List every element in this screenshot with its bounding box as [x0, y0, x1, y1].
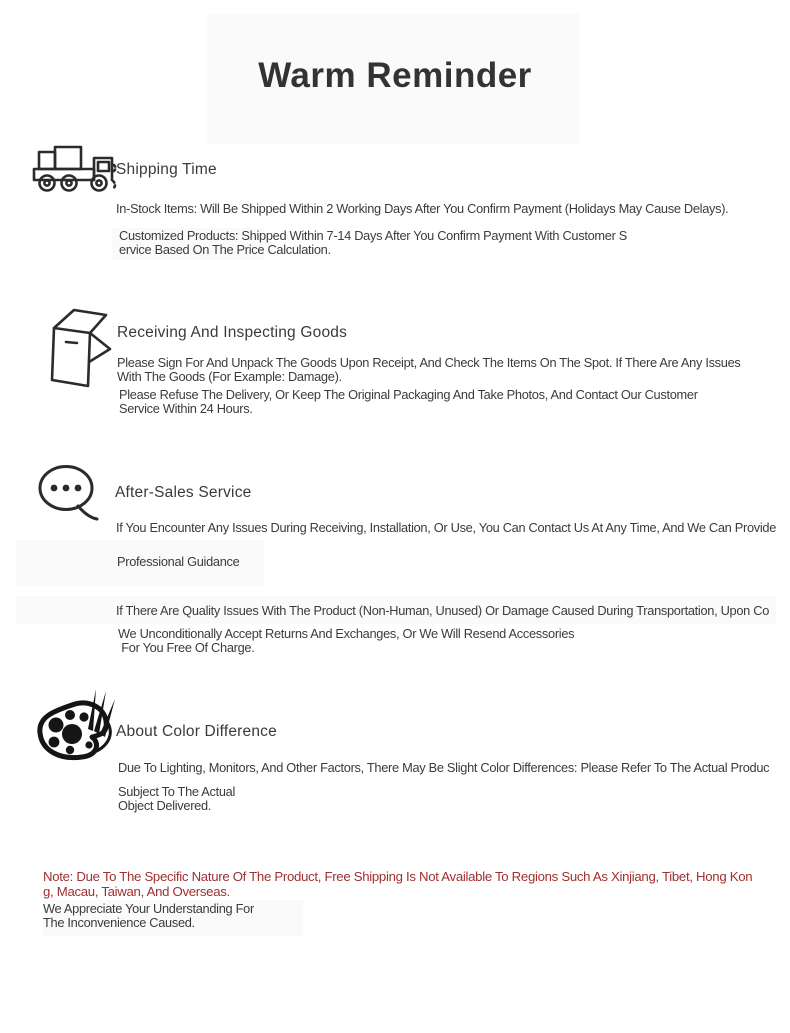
- paragraph: [116, 202, 728, 216]
- body-line: ervice Based On The Price Calculation.: [119, 242, 331, 257]
- paragraph: [119, 388, 698, 416]
- appreciation-note: [43, 902, 254, 930]
- body-line: Professional Guidance: [117, 554, 240, 569]
- shipping-restriction-note: [43, 869, 752, 899]
- body-line: Please Refuse The Delivery, Or Keep The Original Packaging And Take Photos, And Contact Our Customer: [119, 387, 698, 402]
- note-line: g, Macau, Taiwan, And Overseas.: [43, 884, 230, 899]
- paragraph: [117, 356, 741, 384]
- note-line: Note: Due To The Specific Nature Of The Product, Free Shipping Is Not Available To Regions Such As Xinjiang, Tibet, Hong Kon: [43, 869, 753, 884]
- section-heading: Receiving And Inspecting Goods: [117, 324, 348, 341]
- paragraph: [116, 604, 769, 618]
- paragraph: [118, 627, 574, 655]
- body-line: Customized Products: Shipped Within 7-14 Days After You Confirm Payment With Customer S: [119, 228, 628, 243]
- body-line: For You Free Of Charge.: [118, 640, 255, 655]
- body-line: Object Delivered.: [118, 798, 212, 813]
- section-heading: After-Sales Service: [115, 484, 252, 501]
- section-heading: About Color Difference: [116, 723, 277, 740]
- section-heading: Shipping Time: [116, 161, 217, 178]
- package-box-icon: [42, 302, 114, 390]
- chat-bubble-icon: [36, 463, 102, 521]
- body-line: If There Are Quality Issues With The Product (Non-Human, Unused) Or Damage Caused During Transportation, Upon Co: [116, 603, 770, 618]
- paragraph: [116, 521, 776, 535]
- body-line: In-Stock Items: Will Be Shipped Within 2 Working Days After You Confirm Payment (Holidays May Cause Delays).: [116, 201, 729, 216]
- paragraph: [119, 229, 627, 257]
- body-line: Service Within 24 Hours.: [119, 401, 253, 416]
- paragraph: [118, 785, 235, 813]
- body-line: We Unconditionally Accept Returns And Exchanges, Or We Will Resend Accessories: [118, 626, 575, 641]
- body-line: If You Encounter Any Issues During Receiving, Installation, Or Use, You Can Contact Us At Any Time, And We Can Provide: [116, 520, 777, 535]
- body-line: With The Goods (For Example: Damage).: [117, 369, 342, 384]
- body-line: Please Sign For And Unpack The Goods Upon Receipt, And Check The Items On The Spot. If There Are Any Issues: [117, 355, 741, 370]
- body-line: Due To Lighting, Monitors, And Other Factors, There May Be Slight Color Differences: Please Refer To The Actual Produc: [118, 760, 770, 775]
- thanks-line: The Inconvenience Caused.: [43, 915, 195, 930]
- paragraph: [118, 761, 769, 775]
- paint-palette-icon: [34, 685, 118, 763]
- body-line: Subject To The Actual: [118, 784, 236, 799]
- page-title: Warm Reminder: [258, 56, 532, 95]
- truck-icon: [30, 141, 118, 193]
- thanks-line: We Appreciate Your Understanding For: [43, 901, 254, 916]
- paragraph: [117, 555, 239, 569]
